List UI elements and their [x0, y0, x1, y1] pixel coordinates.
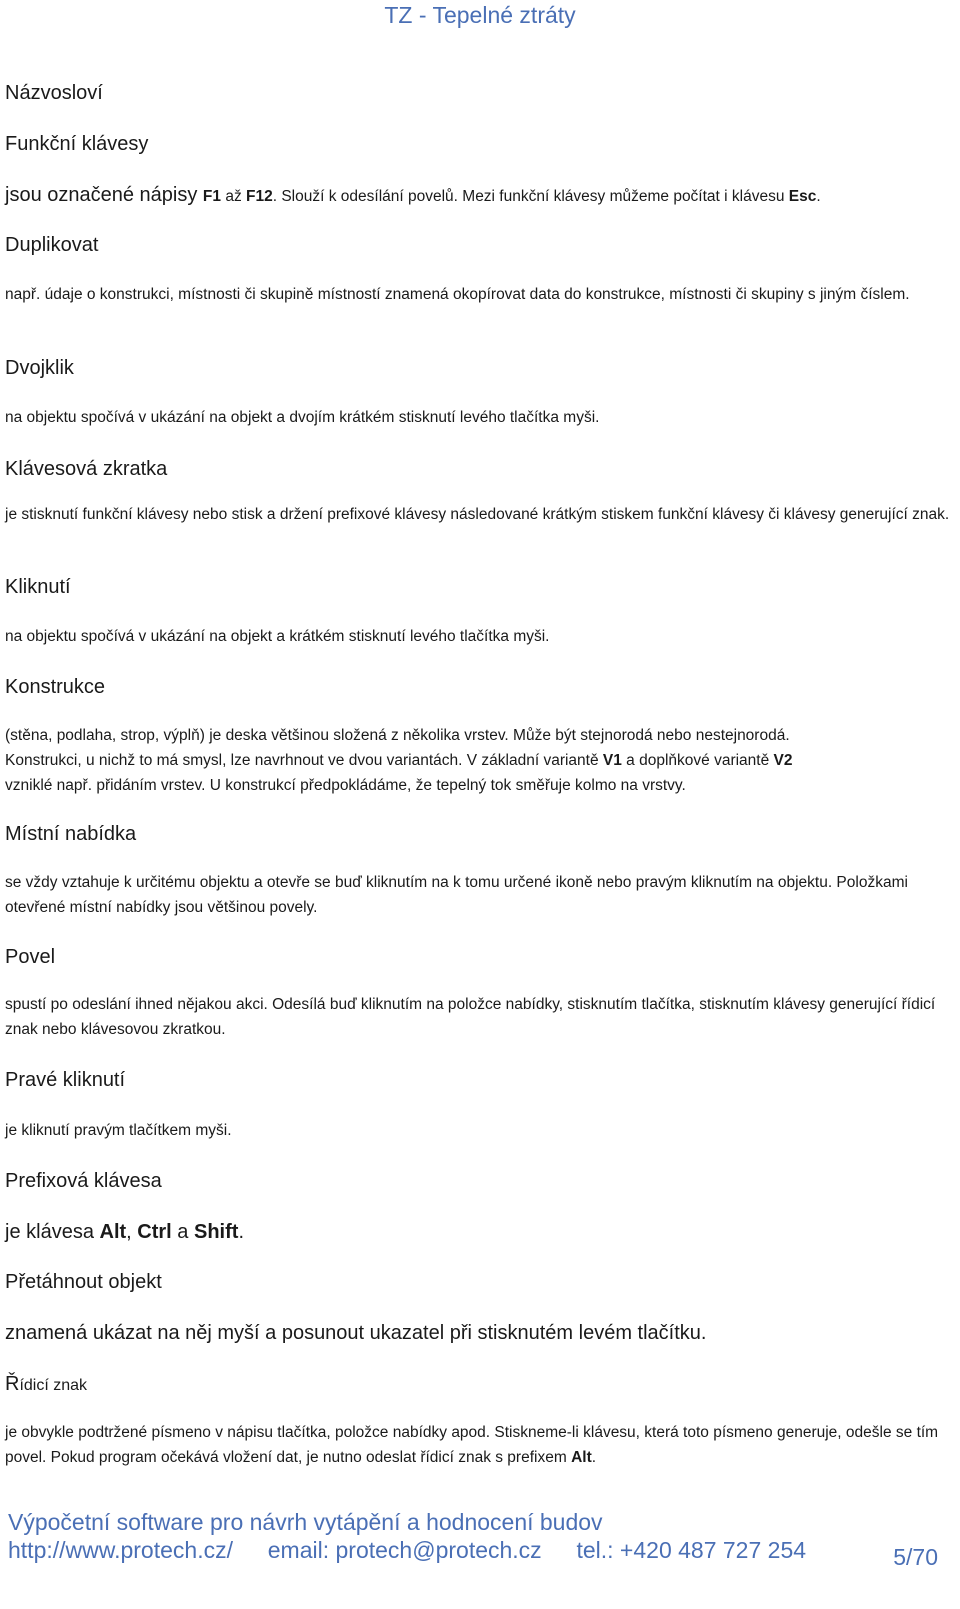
def-duplikovat: např. údaje o konstrukci, místnosti či skupině místností znamená okopírovat data do konstrukce, místnosti či skupiny s jiným číslem.: [5, 286, 910, 303]
def-pretahnout-objekt: znamená ukázat na něj myší a posunout ukazatel při stisknutém levém tlačítku.: [5, 1322, 707, 1344]
footer-contact: [8, 1537, 960, 1564]
def-mistni-nabidka: se vždy vztahuje k určitému objektu a otevře se buď kliknutím na k tomu určené ikoně nebo pravým kliknutím na objektu. Položkami otevřené místní nabídky jsou většinou povely.: [5, 874, 908, 916]
def-povel: spustí po odeslání ihned nějakou akci. Odesílá buď kliknutím na položce nabídky, stisknutím tlačítka, stisknutím klávesy generující řídicí znak nebo klávesovou zkratkou.: [5, 996, 936, 1038]
def-prave-kliknuti: je kliknutí pravým tlačítkem myši.: [5, 1122, 232, 1139]
footer-email[interactable]: email: protech@protech.cz: [267, 1537, 542, 1563]
def-konstrukce: (stěna, podlaha, strop, výplň) je deska většinou složená z několika vrstev. Může být stejnorodá nebo nestejnorodá. Konstrukci, u nichž to má smysl, lze navrhnout ve dvou variantách. V základní variantě V1 a doplňkové variantě V2 vzniklé např. přidáním vrstev. U konstrukcí předpokládáme, že tepelný tok směřuje kolmo na vrstvy.: [5, 727, 793, 794]
def-ridici-znak: je obvykle podtržené písmeno v nápisu tlačítka, položce nabídky apod. Stiskneme-li klávesu, která toto písmeno generuje, odešle se tím povel. Pokud program očekává vložení dat, je nutno odeslat řídicí znak s prefixem Alt.: [5, 1424, 939, 1466]
term-dvojklik: Dvojklik: [5, 357, 74, 379]
term-funkcni-klavesy: Funkční klávesy: [5, 133, 149, 155]
footer-company: Výpočetní software pro návrh vytápění a hodnocení budov: [8, 1509, 603, 1535]
def-klavesova-zkratka: je stisknutí funkční klávesy nebo stisk a držení prefixové klávesy následované krátkým stiskem funkční klávesy či klávesy generující znak.: [5, 506, 950, 523]
term-mistni-nabidka: Místní nabídka: [5, 823, 137, 845]
term-povel: Povel: [5, 946, 56, 968]
glossary: [5, 80, 955, 1470]
def-dvojklik: na objektu spočívá v ukázání na objekt a dvojím krátkém stisknutí levého tlačítka myši.: [5, 409, 600, 426]
term-prefixova-klavesa: Prefixová klávesa: [5, 1170, 162, 1192]
footer-tel: tel.: +420 487 727 254: [576, 1537, 807, 1563]
term-konstrukce: Konstrukce: [5, 676, 106, 698]
term-klavesova-zkratka: Klávesová zkratka: [5, 458, 168, 480]
page-number: 5/70: [893, 1544, 938, 1570]
term-prave-kliknuti: Pravé kliknutí: [5, 1069, 126, 1091]
term-ridici-znak: Řídicí znak: [5, 1373, 88, 1395]
footer-url[interactable]: http://www.protech.cz/: [8, 1537, 233, 1563]
term-kliknuti: Kliknutí: [5, 576, 71, 598]
page-header-title: TZ - Tepelné ztráty: [384, 2, 576, 28]
def-prefixova-klavesa: je klávesa Alt, Ctrl a Shift.: [5, 1221, 244, 1243]
section-title: Názvosloví: [5, 82, 103, 104]
def-kliknuti: na objektu spočívá v ukázání na objekt a krátkém stisknutí levého tlačítka myši.: [5, 628, 550, 645]
def-funkcni-klavesy: jsou označené nápisy F1 až F12. Slouží k odesílání povelů. Mezi funkční klávesy můžeme počítat i klávesu Esc.: [5, 184, 821, 206]
term-pretahnout-objekt: Přetáhnout objekt: [5, 1271, 162, 1293]
term-duplikovat: Duplikovat: [5, 234, 99, 256]
